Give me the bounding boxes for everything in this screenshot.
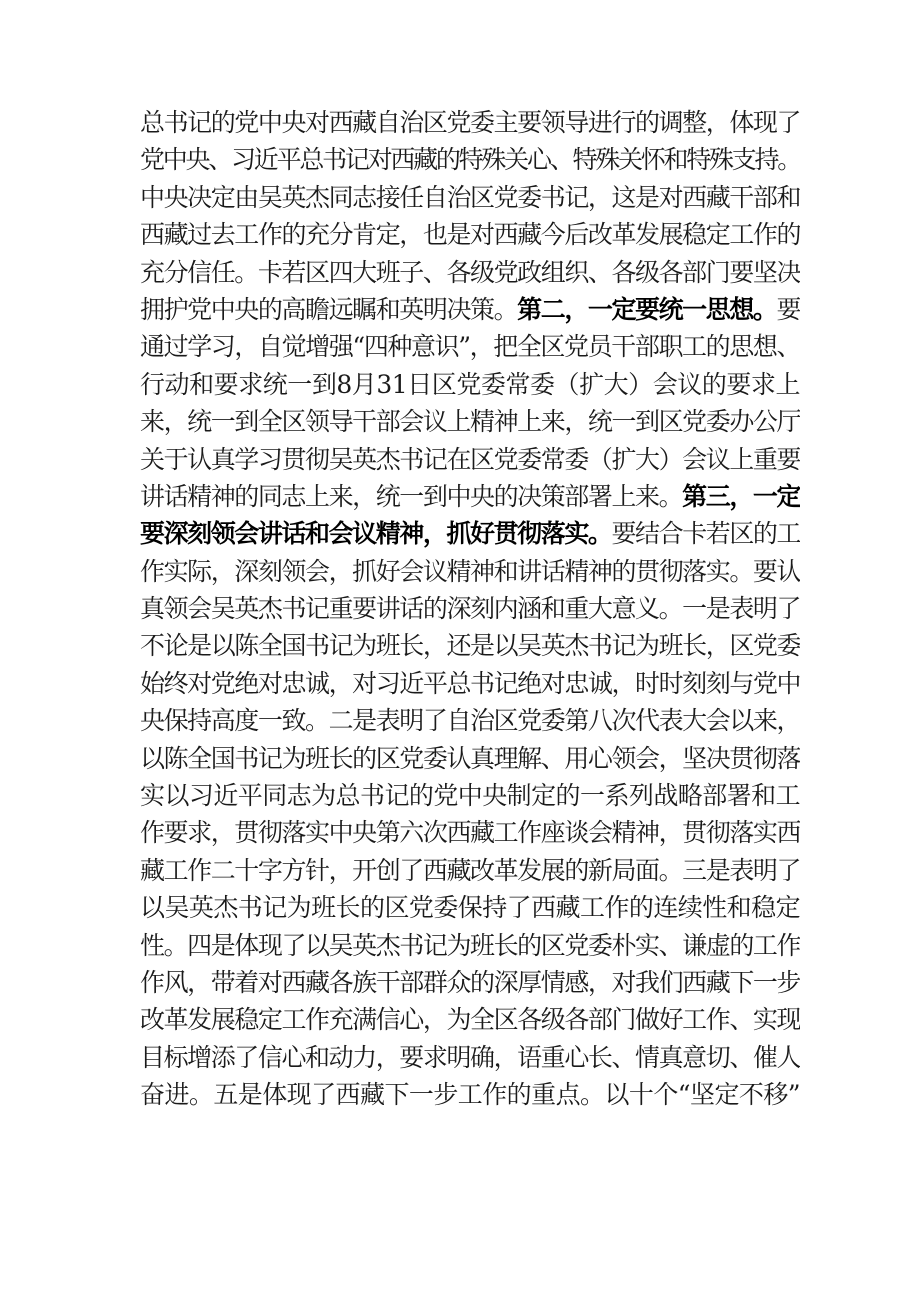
text-segment: 奋进。五是体现了西藏下一步工作的重点。以十个“坚定不移” [140, 1080, 800, 1110]
text-line [140, 366, 800, 403]
text-segment: 真领会吴英杰书记重要讲话的深刻内涵和重大意义。一是表明了 [140, 594, 800, 624]
text-line [140, 852, 800, 889]
text-line [140, 702, 800, 739]
text-segment: 中央决定由吴英杰同志接任自治区党委书记，这是对西藏干部和 [140, 182, 800, 212]
text-segment: 要 [776, 294, 800, 324]
text-segment: 作实际，深刻领会，抓好会议精神和讲话精神的贯彻落实。要认 [140, 556, 800, 586]
text-segment: 行动和要求统一到8月31日区党委常委（扩大）会议的要求上 [140, 369, 800, 399]
text-line [140, 403, 800, 440]
text-line [140, 964, 800, 1001]
text-line [140, 328, 800, 365]
bold-heading-segment: 第二，一定要统一思想。 [517, 294, 777, 324]
text-line [140, 291, 800, 328]
text-line [140, 104, 800, 141]
bold-heading-segment: 要深刻领会讲话和会议精神，抓好贯彻落实。 [140, 519, 612, 549]
text-segment: 西藏过去工作的充分肯定，也是对西藏今后改革发展稳定工作的 [140, 220, 800, 250]
text-line [140, 1076, 800, 1113]
text-segment: 以吴英杰书记为班长的区党委保持了西藏工作的连续性和稳定 [140, 893, 800, 923]
text-segment: 实以习近平同志为总书记的党中央制定的一系列战略部署和工 [140, 781, 800, 811]
text-line [140, 590, 800, 627]
text-segment: 要结合卡若区的工 [611, 519, 800, 549]
body-text [140, 104, 800, 1114]
text-segment: 总书记的党中央对西藏自治区党委主要领导进行的调整，体现了 [140, 108, 800, 137]
text-line [140, 814, 800, 851]
text-segment: 充分信任。卡若区四大班子、各级党政组织、各级各部门要坚决 [140, 257, 800, 287]
text-line [140, 1039, 800, 1076]
text-line [140, 515, 800, 552]
bold-heading-segment: 第三，一定 [682, 481, 800, 511]
text-segment: 始终对党绝对忠诚，对习近平总书记绝对忠诚，时时刻刻与党中 [140, 668, 800, 698]
text-segment: 关于认真学习贯彻吴英杰书记在区党委常委（扩大）会议上重要 [140, 444, 800, 474]
text-line [140, 777, 800, 814]
text-segment: 讲话精神的同志上来，统一到中央的决策部署上来。 [140, 481, 683, 511]
text-line [140, 665, 800, 702]
text-segment: 作风，带着对西藏各族干部群众的深厚情感，对我们西藏下一步 [140, 967, 800, 997]
text-segment: 改革发展稳定工作充满信心，为全区各级各部门做好工作、实现 [140, 1005, 800, 1035]
text-line [140, 179, 800, 216]
text-segment: 性。四是体现了以吴英杰书记为班长的区党委朴实、谦虚的工作 [140, 930, 800, 960]
text-segment: 通过学习，自觉增强“四种意识”，把全区党员干部职工的思想、 [140, 332, 800, 362]
text-line [140, 254, 800, 291]
text-segment: 党中央、习近平总书记对西藏的特殊关心、特殊关怀和特殊支持。 [140, 145, 800, 175]
text-line [140, 216, 800, 253]
text-line [140, 927, 800, 964]
text-line [140, 1001, 800, 1038]
text-line [140, 889, 800, 926]
text-segment: 目标增添了信心和动力，要求明确，语重心长、情真意切、催人 [140, 1042, 800, 1072]
text-segment: 作要求，贯彻落实中央第六次西藏工作座谈会精神，贯彻落实西 [140, 818, 800, 848]
text-segment: 来，统一到全区领导干部会议上精神上来，统一到区党委办公厅 [140, 407, 800, 437]
text-line [140, 441, 800, 478]
text-segment: 藏工作二十字方针，开创了西藏改革发展的新局面。三是表明了 [140, 855, 800, 885]
text-segment: 以陈全国书记为班长的区党委认真理解、用心领会，坚决贯彻落 [140, 743, 800, 773]
text-segment: 拥护党中央的高瞻远瞩和英明决策。 [140, 294, 518, 324]
text-line [140, 627, 800, 664]
text-line [140, 141, 800, 178]
text-line [140, 740, 800, 777]
text-segment: 不论是以陈全国书记为班长，还是以吴英杰书记为班长，区党委 [140, 631, 800, 661]
text-segment: 央保持高度一致。二是表明了自治区党委第八次代表大会以来， [140, 706, 800, 736]
text-line [140, 553, 800, 590]
text-line [140, 478, 800, 515]
